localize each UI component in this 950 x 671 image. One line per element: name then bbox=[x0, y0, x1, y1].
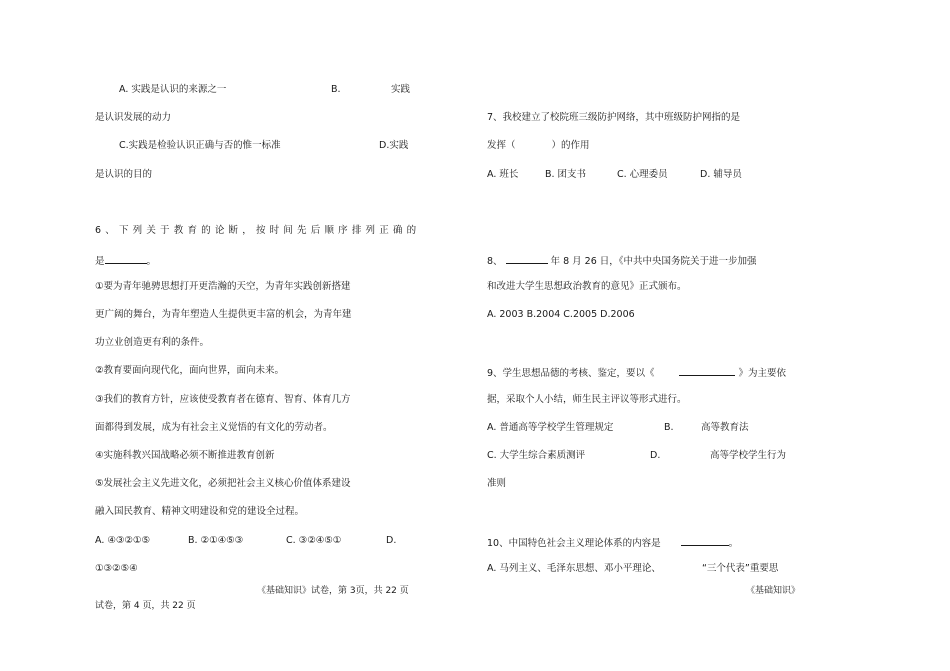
statement: 融入国民教育、精神文明建设和党的建设全过程。 bbox=[95, 506, 305, 517]
question-6-continuation bbox=[95, 254, 156, 267]
text: ）的作用 bbox=[551, 140, 590, 151]
option-text: 是认识的目的 bbox=[95, 169, 153, 180]
text: 。 bbox=[146, 256, 157, 267]
question-8-options: A. 2003 B.2004 C.2005 D.2006 bbox=[487, 309, 635, 320]
option-text: 实践 bbox=[391, 84, 411, 95]
option-a: A. 马列主义、毛泽东思想、邓小平理论、 bbox=[487, 563, 661, 574]
option-d: D. bbox=[386, 535, 397, 546]
option-b: B. bbox=[664, 422, 674, 433]
page-footer: 《基础知识》 bbox=[746, 586, 801, 596]
statement: ③我们的教育方针，应该使受教育者在德育、智育、体育几方 bbox=[95, 394, 351, 405]
option-a-continuation: “三个代表”重要思 bbox=[702, 563, 779, 574]
option-b-text: 高等教育法 bbox=[701, 422, 749, 433]
option-line: A. 实践是认识的来源之一 bbox=[119, 84, 227, 95]
option-d: D. bbox=[650, 450, 661, 461]
statement: ④实施科教兴国战略必须不断推进教育创新 bbox=[95, 450, 275, 461]
text: 年 8 月 26 日，《中共中央国务院关于进一步加强 bbox=[550, 256, 757, 267]
text: 9、学生思想品德的考核、鉴定，要以《 bbox=[487, 368, 655, 379]
question-9-title bbox=[487, 366, 786, 379]
page-footer: 《基础知识》试卷，第 3页，共 22 页 bbox=[257, 586, 409, 596]
option-d-continuation: 准则 bbox=[487, 478, 507, 489]
text: 》为主要依 bbox=[738, 368, 787, 379]
option-d-value: ①③②⑤④ bbox=[95, 563, 138, 574]
question-7-continuation bbox=[487, 141, 590, 151]
question-number: 8、 bbox=[487, 256, 503, 267]
question-8-title bbox=[487, 254, 757, 267]
answer-blank bbox=[679, 366, 735, 376]
statement: ②教育要面向现代化，面向世界，面向未来。 bbox=[95, 365, 285, 376]
text: 发挥（ bbox=[487, 140, 516, 151]
answer-blank bbox=[105, 254, 147, 264]
text: 10、中国特色社会主义理论体系的内容是 bbox=[487, 538, 661, 549]
statement: ⑤发展社会主义先进文化，必须把社会主义核心价值体系建设 bbox=[95, 478, 351, 489]
statement: 面都得到发展，成为有社会主义觉悟的有文化的劳动者。 bbox=[95, 422, 333, 433]
option-d-text: 高等学校学生行为 bbox=[710, 450, 787, 461]
option-c: C. 心理委员 bbox=[617, 169, 668, 180]
option-line: D.实践 bbox=[379, 140, 409, 151]
question-10-title bbox=[487, 536, 738, 549]
option-text: 是认识发展的动力 bbox=[95, 112, 172, 123]
statement: 更广阔的舞台，为青年塑造人生提供更丰富的机会，为青年建 bbox=[95, 309, 352, 320]
option-a: A. ④③②①⑤ bbox=[95, 535, 150, 546]
option-a: A. 普通高等学校学生管理规定 bbox=[487, 422, 614, 433]
answer-blank bbox=[506, 254, 548, 264]
option-c: C. ③②④⑤① bbox=[286, 535, 342, 546]
answer-blank bbox=[681, 536, 729, 546]
page-footer-continuation: 试卷，第 4 页，共 22 页 bbox=[95, 601, 196, 611]
option-c: C. 大学生综合素质测评 bbox=[487, 450, 586, 461]
question-7-title: 7、我校建立了校院班三级防护网络，其中班级防护网指的是 bbox=[487, 112, 741, 123]
statement: 功立业创造更有利的条件。 bbox=[95, 337, 210, 348]
option-label: B. bbox=[331, 84, 341, 95]
option-d: D. 辅导员 bbox=[700, 169, 742, 180]
statement: ①要为青年驰骋思想打开更浩瀚的天空，为青年实践创新搭建 bbox=[95, 281, 351, 292]
text: 。 bbox=[728, 538, 739, 549]
option-b: B. 团支书 bbox=[545, 169, 587, 180]
question-8-continuation: 和改进大学生思想政治教育的意见》正式颁布。 bbox=[487, 281, 687, 292]
question-9-continuation: 据，采取个人小结，师生民主评议等形式进行。 bbox=[487, 394, 687, 405]
question-6-title: 6、下列关于教育的论断，按时间先后顺序排列正确的 bbox=[95, 225, 421, 236]
option-b: B. ②①④⑤③ bbox=[188, 535, 244, 546]
option-a: A. 班长 bbox=[487, 169, 519, 180]
text: 是 bbox=[95, 256, 105, 267]
option-line: C.实践是检验认识正确与否的惟一标准 bbox=[119, 140, 281, 151]
